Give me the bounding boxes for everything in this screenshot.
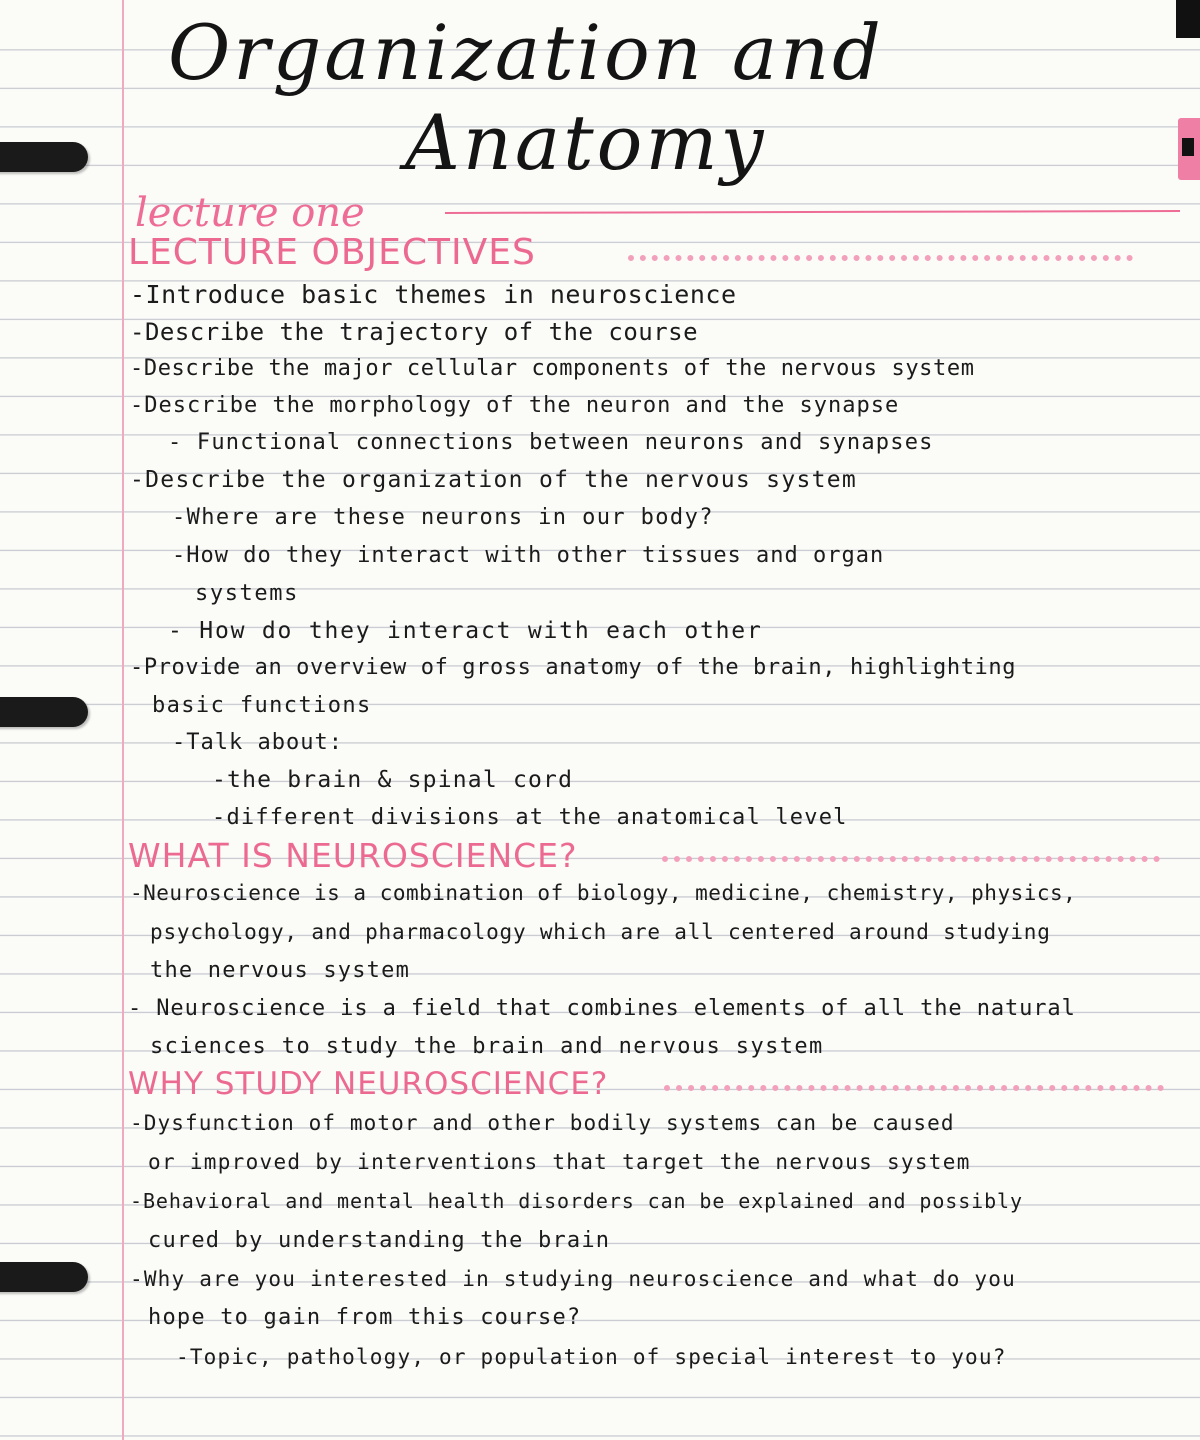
objective-subline: -the brain & spinal cord: [212, 767, 574, 793]
objective-line: -Provide an overview of gross anatomy of the brain, highlighting: [130, 655, 1017, 680]
section-heading-what-is: WHAT IS NEUROSCIENCE?: [128, 836, 578, 875]
objective-subline: -different divisions at the anatomical level: [212, 805, 848, 830]
body-line: -Behavioral and mental health disorders can be explained and possibly: [130, 1189, 1023, 1213]
section-heading-why-study: WHY STUDY NEUROSCIENCE?: [128, 1066, 609, 1102]
dotted-leader: [628, 255, 1133, 261]
objective-line: -Introduce basic themes in neuroscience: [130, 280, 737, 309]
objective-subline: - Functional connections between neurons and synapses: [168, 430, 934, 455]
objective-line: -Describe the trajectory of the course: [130, 318, 699, 346]
body-line: -Neuroscience is a combination of biology, medicine, chemistry, physics,: [130, 881, 1077, 905]
dotted-leader: [664, 1085, 1164, 1091]
objective-subline: -How do they interact with other tissues and organ: [172, 543, 885, 568]
page-title-line-1: Organization and: [168, 8, 884, 97]
side-tab: [1178, 118, 1200, 180]
binder-ring-top: [0, 142, 88, 172]
corner-tab: [1176, 0, 1200, 38]
body-line: hope to gain from this course?: [148, 1305, 582, 1330]
objective-line: -Describe the major cellular components of the nervous system: [130, 356, 975, 381]
page-title-line-2: Anatomy: [405, 98, 767, 187]
body-line: cured by understanding the brain: [148, 1228, 611, 1253]
binder-ring-middle: [0, 697, 88, 727]
dotted-leader: [662, 856, 1160, 862]
body-line: or improved by interventions that target the nervous system: [148, 1150, 971, 1174]
section-heading-objectives: LECTURE OBJECTIVES: [128, 232, 536, 273]
objective-subline: -Where are these neurons in our body?: [172, 505, 714, 530]
objective-line: -Describe the organization of the nervous system: [130, 467, 858, 493]
objective-subline: - How do they interact with each other: [168, 618, 763, 644]
binder-ring-bottom: [0, 1262, 88, 1292]
body-line: psychology, and pharmacology which are all centered around studying: [150, 920, 1051, 944]
objective-line: basic functions: [152, 693, 372, 718]
objective-line: -Describe the morphology of the neuron and the synapse: [130, 393, 900, 418]
body-line: the nervous system: [150, 958, 411, 983]
body-line: -Why are you interested in studying neuroscience and what do you: [130, 1267, 1016, 1291]
objective-subline: systems: [195, 581, 299, 606]
margin-line: [122, 0, 124, 1440]
lecture-tag: lecture one: [135, 190, 365, 236]
body-line: -Dysfunction of motor and other bodily systems can be caused: [130, 1111, 955, 1135]
body-line: - Neuroscience is a field that combines elements of all the natural: [128, 996, 1076, 1021]
lecture-rule: [445, 210, 1180, 214]
body-line: sciences to study the brain and nervous system: [150, 1034, 824, 1059]
objective-subline: -Talk about:: [172, 730, 343, 755]
body-subline: -Topic, pathology, or population of special interest to you?: [176, 1345, 1007, 1369]
